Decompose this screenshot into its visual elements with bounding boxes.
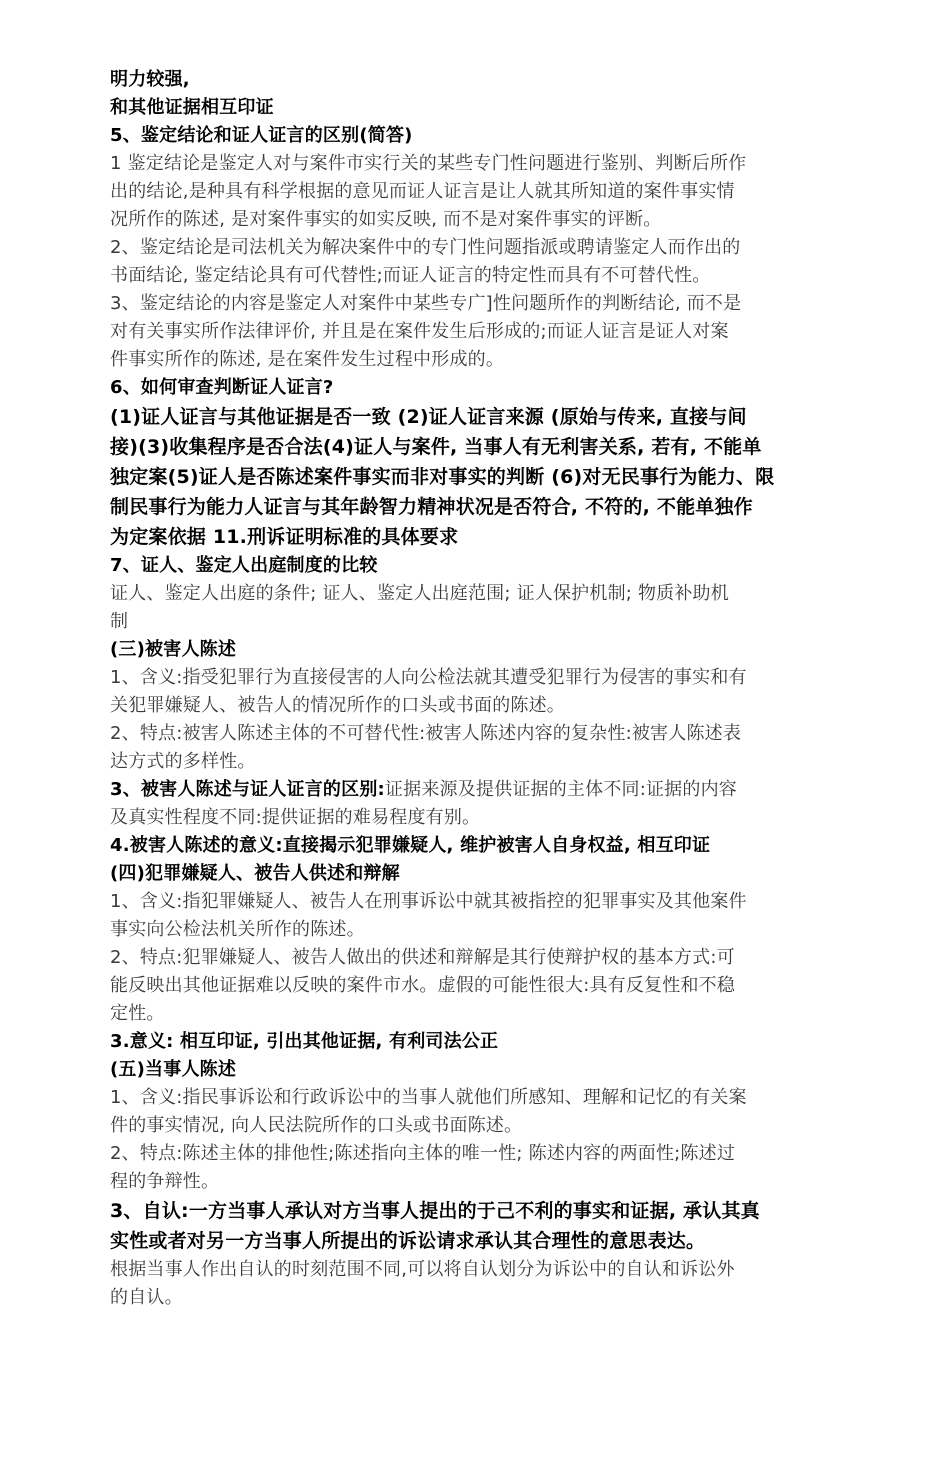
text-line: 事实向公检法机关所作的陈述。 [110, 919, 365, 940]
text-line: 1、含义:指犯罪嫌疑人、被告人在刑事诉讼中就其被指控的犯罪事实及其他案件 [110, 891, 747, 912]
text-line: 5、鉴定结论和证人证言的区别(简答) [110, 125, 413, 146]
text-line: (三)被害人陈述 [110, 639, 237, 660]
text-line: 实性或者对另一方当事人所提出的诉讼请求承认其合理性的意思表达。 [110, 1230, 706, 1252]
text-line: 6、如何审查判断证人证言? [110, 377, 334, 398]
text-line: 程的争辩性。 [110, 1171, 220, 1192]
text-line: 件事实所作的陈述, 是在案件发生过程中形成的。 [110, 349, 505, 370]
document-body [110, 66, 870, 1312]
text-line: 达方式的多样性。 [110, 751, 256, 772]
text-line: 明力较强, [110, 69, 190, 90]
text-line: 3、自认:一方当事人承认对方当事人提出的于己不利的事实和证据, 承认其真 [110, 1200, 760, 1222]
text-line: 为定案依据 11.刑诉证明标准的具体要求 [110, 526, 459, 548]
text-line: (五)当事人陈述 [110, 1059, 237, 1080]
text-line: 及真实性程度不同:提供证据的难易程度有别。 [110, 807, 481, 828]
text-line: 2、特点:被害人陈述主体的不可替代性:被害人陈述内容的复杂性:被害人陈述表 [110, 723, 742, 744]
text-line: 独定案(5)证人是否陈述案件事实而非对事实的判断 (6)对无民事行为能力、限 [110, 466, 775, 488]
text-line: 1 鉴定结论是鉴定人对与案件市实行关的某些专门性问题进行鉴别、判断后所作 [110, 153, 747, 174]
text-line: 出的结论,是种具有科学根据的意见而证人证言是让人就其所知道的案件事实情 [110, 181, 735, 202]
text-line: 根据当事人作出自认的时刻范围不同,可以将自认划分为诉讼中的自认和诉讼外 [110, 1259, 735, 1280]
text-line: 的自认。 [110, 1287, 183, 1308]
text-line: 1、含义:指受犯罪行为直接侵害的人向公检法就其遭受犯罪行为侵害的事实和有 [110, 667, 747, 688]
text-line: (1)证人证言与其他证据是否一致 (2)证人证言来源 (原始与传来, 直接与间 [110, 406, 747, 428]
text-line: 书面结论, 鉴定结论具有可代替性;而证人证言的特定性而具有不可替代性。 [110, 265, 711, 286]
normal-segment: 证据来源及提供证据的主体不同:证据的内容 [384, 779, 737, 800]
text-line: 能反映出其他证据难以反映的案件市水。虚假的可能性很大:具有反复性和不稳 [110, 975, 736, 996]
text-line: 2、鉴定结论是司法机关为解决案件中的专门性问题指派或聘请鉴定人而作出的 [110, 237, 741, 258]
text-line: 定性。 [110, 1003, 165, 1024]
bold-segment: 3、被害人陈述与证人证言的区别: [110, 779, 385, 800]
text-line: 证人、鉴定人出庭的条件; 证人、鉴定人出庭范围; 证人保护机制; 物质补助机 [110, 583, 729, 604]
text-line: 接)(3)收集程序是否合法(4)证人与案件, 当事人有无利害关系, 若有, 不能单 [110, 436, 762, 458]
text-line: 1、含义:指民事诉讼和行政诉讼中的当事人就他们所感知、理解和记忆的有关案 [110, 1087, 747, 1108]
text-line: 况所作的陈述, 是对案件事实的如实反映, 而不是对案件事实的评断。 [110, 209, 662, 230]
text-line: 2、特点:陈述主体的排他性;陈述指向主体的唯一性; 陈述内容的两面性;陈述过 [110, 1143, 736, 1164]
text-line: 关犯罪嫌疑人、被告人的情况所作的口头或书面的陈述。 [110, 695, 565, 716]
text-line: 3、鉴定结论的内容是鉴定人对案件中某些专广]性问题所作的判断结论, 而不是 [110, 293, 742, 314]
text-line: 2、特点:犯罪嫌疑人、被告人做出的供述和辩解是其行使辩护权的基本方式:可 [110, 947, 735, 968]
text-line: 4.被害人陈述的意义:直接揭示犯罪嫌疑人, 维护被害人自身权益, 相互印证 [110, 835, 711, 856]
text-line: 对有关事实所作法律评价, 并且是在案件发生后形成的;而证人证言是证人对案 [110, 321, 729, 342]
text-line [110, 776, 870, 804]
text-line: (四)犯罪嫌疑人、被告人供述和辩解 [110, 863, 400, 884]
text-line: 件的事实情况, 向人民法院所作的口头或书面陈述。 [110, 1115, 523, 1136]
text-line: 制 [110, 611, 129, 632]
text-line: 制民事行为能力人证言与其年龄智力精神状况是否符合, 不符的, 不能单独作 [110, 496, 753, 518]
text-line: 和其他证据相互印证 [110, 97, 274, 118]
text-line: 3.意义: 相互印证, 引出其他证据, 有利司法公正 [110, 1031, 499, 1052]
text-line: 7、证人、鉴定人出庭制度的比较 [110, 555, 378, 576]
